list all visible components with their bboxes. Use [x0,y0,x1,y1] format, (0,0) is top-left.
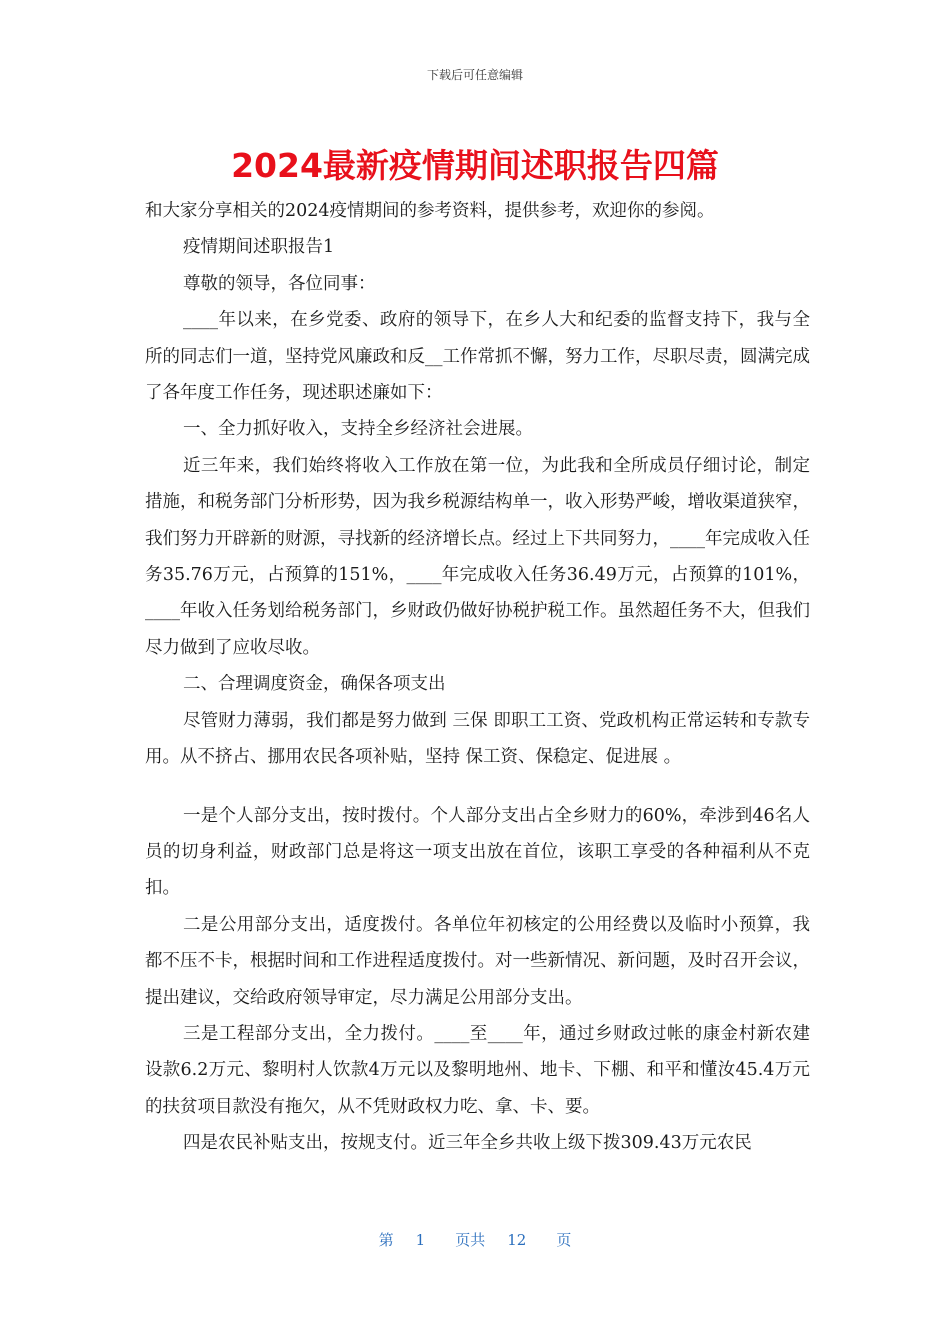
page-total: 12 [507,1231,527,1249]
report-heading: 疫情期间述职报告1 [183,237,335,258]
body-paragraph: ____年以来，在乡党委、政府的领导下，在乡人大和纪委的监督支持下，我与全所的同志们一道，坚持党风廉政和反__工作常抓不懈，努力工作，尽职尽责，圆满完成了各年度工作任务，现述职述廉如下： [145,310,810,404]
page-label-prefix: 第 [378,1231,394,1249]
document-title: 2024最新疫情期间述职报告四篇 [231,146,719,185]
intro-paragraph: 和大家分享相关的2024疫情期间的参考资料，提供参考，欢迎你的参阅。 [145,201,715,221]
body-paragraph: 三是工程部分支出，全力拨付。____至____年，通过乡财政过帐的康金村新农建设款6.2万元、黎明村人饮款4万元以及黎明地州、地卡、下棚、和平和懂汝45.4万元的扶贫项目款没有拖欠，从不凭财政权力吃、拿、卡、要。 [145,1023,810,1117]
document-body [145,193,810,1162]
salutation: 尊敬的领导，各位同事： [183,273,376,294]
section-heading: 二、合理调度资金，确保各项支出 [183,674,446,695]
page-label-suffix: 页 [556,1231,572,1249]
body-paragraph: 二是公用部分支出，适度拨付。各单位年初核定的公用经费以及临时小预算，我都不压不卡，根据时间和工作进程适度拨付。对一些新情况、新问题，及时召开会议，提出建议，交给政府领导审定，尽力满足公用部分支出。 [145,914,810,1008]
section-heading: 一、全力抓好收入，支持全乡经济社会进展。 [183,419,533,440]
body-paragraph: 一是个人部分支出，按时拨付。个人部分支出占全乡财力的60%，牵涉到46名人员的切身利益，财政部门总是将这一项支出放在首位，该职工享受的各种福利从不克扣。 [145,805,810,899]
body-paragraph: 四是农民补贴支出，按规支付。近三年全乡共收上级下拨309.43万元农民 [183,1133,752,1154]
page-label-mid: 页共 [455,1231,486,1249]
page-footer [0,1229,950,1250]
header-note: 下载后可任意编辑 [426,68,523,82]
body-paragraph: 近三年来，我们始终将收入工作放在第一位，为此我和全所成员仔细讨论，制定措施，和税务部门分析形势，因为我乡税源结构单一，收入形势严峻，增收渠道狭窄，我们努力开辟新的财源，寻找新的经济增长点。经过上下共同努力，____年完成收入任务35.76万元，占预算的151%，____年完成收入任务36.49万元，占预算的101%，____年收入任务划给税务部门，乡财政仍做好协税护税工作。虽然超任务不大，但我们尽力做到了应收尽收。 [145,455,810,658]
body-paragraph: 尽管财力薄弱，我们都是努力做到 三保 即职工工资、党政机构正常运转和专款专用。从不挤占、挪用农民各项补贴，坚持 保工资、保稳定、促进展 。 [145,710,810,768]
page-current: 1 [415,1231,426,1249]
